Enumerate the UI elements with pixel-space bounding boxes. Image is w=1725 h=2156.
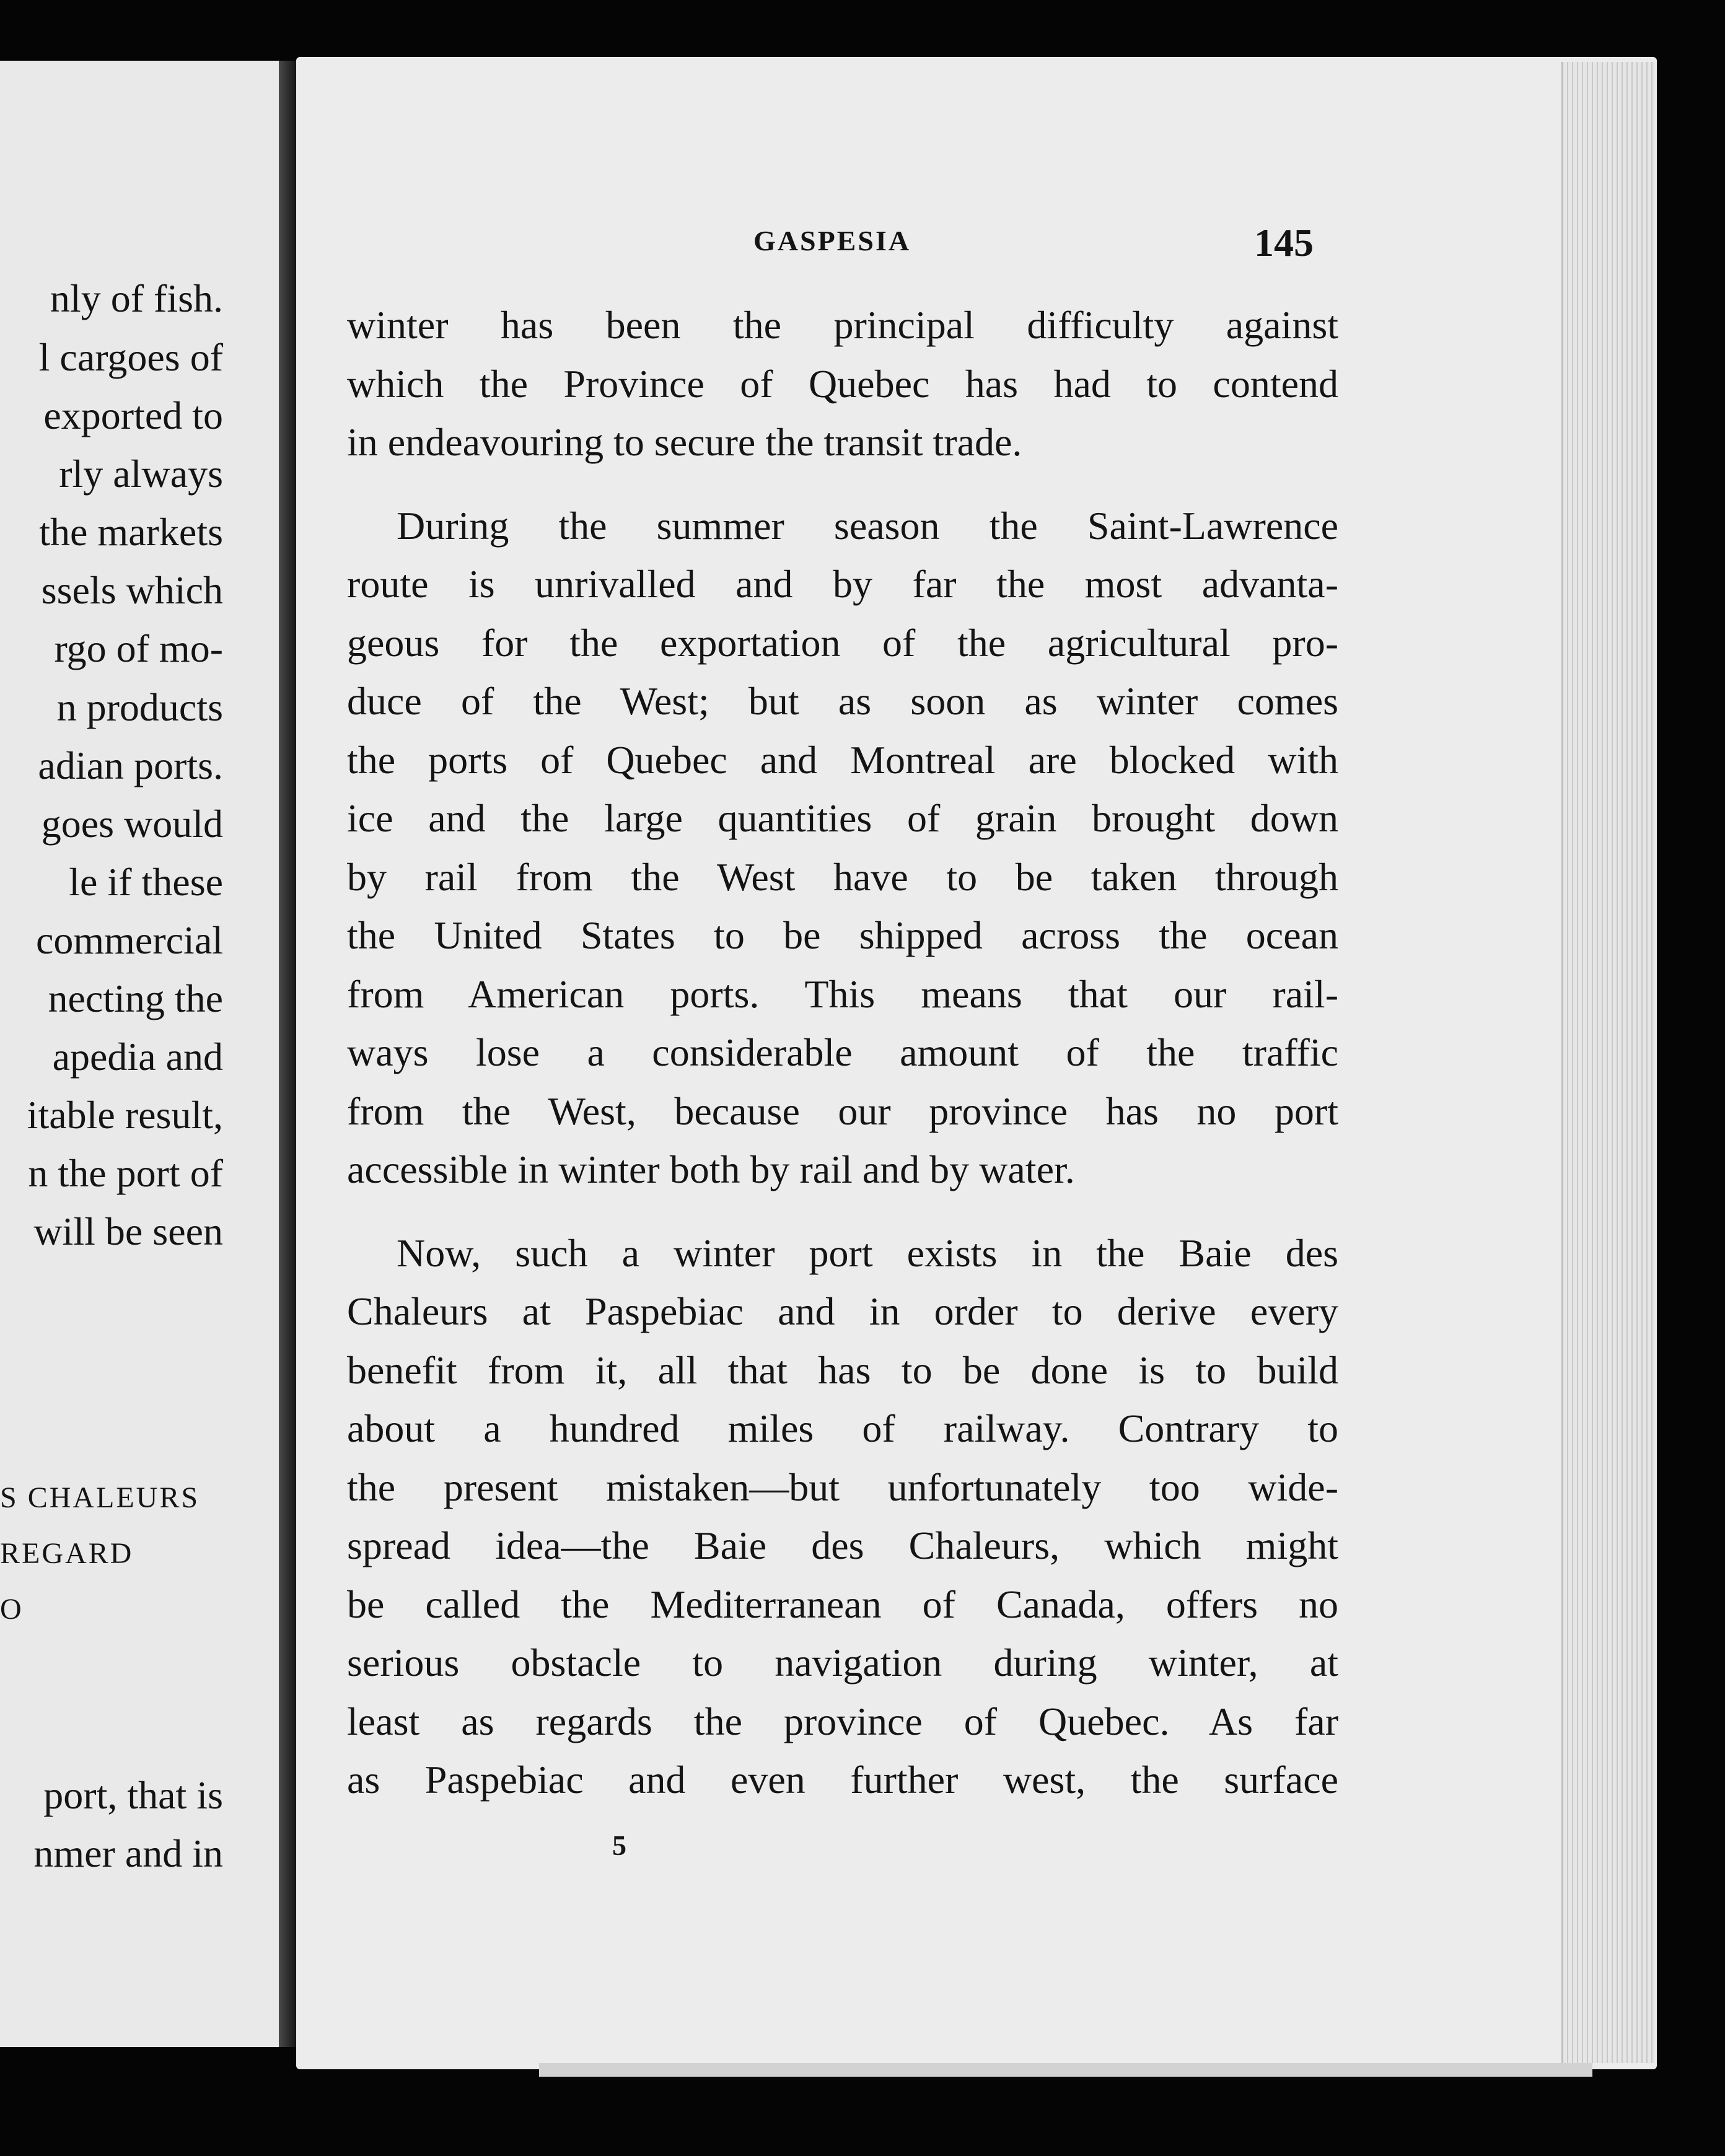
text-line: geous for the exportation of the agricultural pro- xyxy=(347,620,1338,665)
paragraph xyxy=(347,1224,1338,1810)
text-line: winter has been the principal difficulty against xyxy=(347,303,1338,347)
left-page-fragment: rly always xyxy=(59,452,223,496)
page-number: 145 xyxy=(1254,221,1314,265)
text-line: ice and the large quantities of grain brought down xyxy=(347,796,1338,840)
left-page-fragment: commercial xyxy=(35,918,223,962)
text-line: about a hundred miles of railway. Contrary to xyxy=(347,1406,1338,1450)
text-line: by rail from the West have to be taken through xyxy=(347,854,1338,899)
left-page-fragment: adian ports. xyxy=(38,743,223,787)
running-head: GASPESIA xyxy=(753,225,911,256)
left-page-fragment: rgo of mo- xyxy=(54,626,223,670)
text-line: the United States to be shipped across the ocean xyxy=(347,913,1338,957)
text-line: accessible in winter both by rail and by water. xyxy=(347,1147,1075,1191)
left-page-fragment: n the port of xyxy=(28,1151,223,1195)
text-line: route is unrivalled and by far the most advanta- xyxy=(347,562,1338,606)
left-page-heading-fragment: REGARD xyxy=(0,1537,134,1570)
text-line: the present mistaken—but unfortunately too wide- xyxy=(347,1465,1338,1509)
left-page-heading-fragment: O xyxy=(0,1593,24,1626)
left-page-fragment: exported to xyxy=(43,393,223,437)
left-page xyxy=(0,61,280,2047)
text-line: spread idea—the Baie des Chaleurs, which might xyxy=(347,1523,1338,1567)
left-page-fragment: apedia and xyxy=(52,1035,223,1079)
left-page-fragment: will be seen xyxy=(33,1209,223,1253)
signature-mark: 5 xyxy=(612,1830,626,1861)
left-page-fragment: nmer and in xyxy=(33,1831,223,1875)
text-line: During the summer season the Saint-Lawrence xyxy=(397,503,1338,548)
left-page-fragment: goes would xyxy=(41,802,223,846)
text-line: be called the Mediterranean of Canada, offers no xyxy=(347,1582,1338,1626)
page-block-edges xyxy=(1561,62,1655,2063)
body-text xyxy=(347,296,1338,1834)
left-page-fragment: l cargoes of xyxy=(38,335,223,379)
text-line: from the West, because our province has no port xyxy=(347,1089,1338,1133)
text-line: duce of the West; but as soon as winter comes xyxy=(347,679,1338,723)
text-line: ways lose a considerable amount of the traffic xyxy=(347,1030,1338,1074)
text-line: Now, such a winter port exists in the Baie des xyxy=(397,1230,1338,1275)
left-page-fragment: the markets xyxy=(39,510,223,554)
text-line: the ports of Quebec and Montreal are blocked with xyxy=(347,737,1338,782)
text-line: Chaleurs at Paspebiac and in order to derive every xyxy=(347,1289,1338,1333)
text-line: serious obstacle to navigation during winter, at xyxy=(347,1641,1338,1685)
text-line: as Paspebiac and even further west, the surface xyxy=(347,1758,1338,1802)
text-line: least as regards the province of Quebec. As far xyxy=(347,1699,1338,1743)
left-page-fragment: nly of fish. xyxy=(50,276,223,320)
text-line: in endeavouring to secure the transit trade. xyxy=(347,420,1022,464)
text-line: from American ports. This means that our rail- xyxy=(347,971,1338,1016)
paragraph xyxy=(347,296,1338,472)
page-bottom-edge xyxy=(539,2063,1592,2077)
left-page-heading-fragment: S CHALEURS xyxy=(0,1481,200,1514)
left-page-fragment: ssels which xyxy=(41,568,223,612)
text-line: which the Province of Quebec has had to contend xyxy=(347,361,1338,406)
left-page-fragment: necting the xyxy=(48,976,223,1020)
paragraph xyxy=(347,497,1338,1199)
left-page-fragment: le if these xyxy=(69,860,223,904)
left-page-fragment: port, that is xyxy=(43,1773,223,1817)
left-page-fragment: n products xyxy=(56,685,223,729)
text-line: benefit from it, all that has to be done is to build xyxy=(347,1348,1338,1392)
left-page-fragment: itable result, xyxy=(27,1093,223,1137)
